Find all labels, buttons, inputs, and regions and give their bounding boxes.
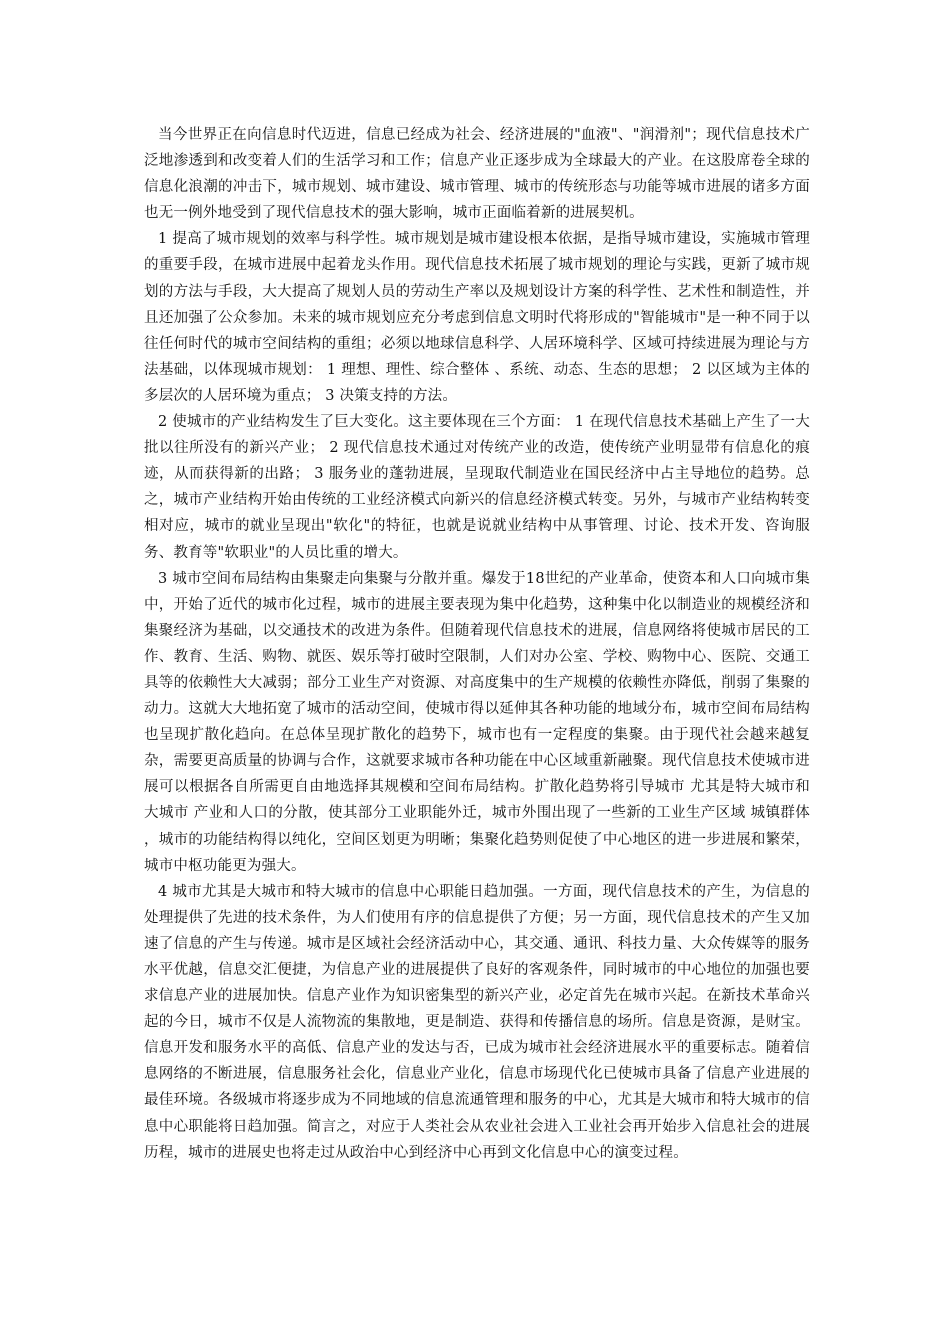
document-page xyxy=(144,122,810,1166)
paragraph-point-4-info-center: 4 城市尤其是大城市和特大城市的信息中心职能日趋加强。一方面，现代信息技术的产生，为信息的处理提供了先进的技术条件，为人们使用有序的信息提供了方便；另一方面，现代信息技术的产生又加速了信息的产生与传递。城市是区域社会经济活动中心，其交通、通讯、科技力量、大众传媒等的服务水平优越，信息交汇便捷，为信息产业的进展提供了良好的客观条件，同时城市的中心地位的加强也要求信息产业的进展加快。信息产业作为知识密集型的新兴产业，必定首先在城市兴起。在新技术革命兴起的今日，城市不仅是人流物流的集散地，更是制造、获得和传播信息的场所。信息是资源，是财宝。信息开发和服务水平的高低、信息产业的发达与否，已成为城市社会经济进展水平的重要标志。随着信息网络的不断进展，信息服务社会化，信息业产业化，信息市场现代化已使城市具备了信息产业进展的最佳环境。各级城市将逐步成为不同地域的信息流通管理和服务的中心，尤其是大城市和特大城市的信息中心职能将日趋加强。简言之，对应于人类社会从农业社会进入工业社会再开始步入信息社会的进展历程，城市的进展史也将走过从政治中心到经济中心再到文化信息中心的演变过程。 xyxy=(144,883,810,1161)
paragraph-point-1-planning: 1 提高了城市规划的效率与科学性。城市规划是城市建设根本依据，是指导城市建设，实施城市管理的重要手段，在城市进展中起着龙头作用。现代信息技术拓展了城市规划的理论与实践，更新了城市规划的方法与手段，大大提高了规划人员的劳动生产率以及规划设计方案的科学性、艺术性和制造性，并且还加强了公众参加。未来的城市规划应充分考虑到信息文明时代将形成的"智能城市"是一种不同于以往任何时代的城市空间结构的重组；必须以地球信息科学、人居环境科学、区域可持续进展为理论与方法基础，以体现城市规划： 1 理想、理性、综合整体 、系统、动态、生态的思想； 2 以区域为主体的多层次的人居环境为重点； 3 决策支持的方法。 xyxy=(144,231,810,404)
paragraph-intro: 当今世界正在向信息时代迈进，信息已经成为社会、经济进展的"血液"、"润滑剂"；现代信息技术广泛地渗透到和改变着人们的生活学习和工作；信息产业正逐步成为全球最大的产业。在这股席卷全球的信息化浪潮的冲击下，城市规划、城市建设、城市管理、城市的传统形态与功能等城市进展的诸多方面也无一例外地受到了现代信息技术的强大影响，城市正面临着新的进展契机。 xyxy=(144,127,810,222)
paragraph-point-3-spatial: 3 城市空间布局结构由集聚走向集聚与分散并重。爆发于18世纪的产业革命，使资本和人口向城市集中，开始了近代的城市化过程，城市的进展主要表现为集中化趋势，这种集中化以制造业的规模经济和集聚经济为基础，以交通技术的改进为条件。但随着现代信息技术的进展，信息网络将使城市居民的工作、教育、生活、购物、就医、娱乐等打破时空限制，人们对办公室、学校、购物中心、医院、交通工具等的依赖性大大减弱；部分工业生产对资源、对高度集中的生产规模的依赖性亦降低，削弱了集聚的动力。这就大大地拓宽了城市的活动空间，使城市得以延伸其各种功能的地域分布，城市空间布局结构也呈现扩散化趋向。在总体呈现扩散化的趋势下，城市也有一定程度的集聚。由于现代社会越来越复杂，需要更高质量的协调与合作，这就要求城市各种功能在中心区域重新融聚。现代信息技术使城市进展可以根据各自所需更自由地选择其规模和空间布局结构。扩散化趋势将引导城市 尤其是特大城市和大城市 产业和人口的分散，使其部分工业职能外迁，城市外围出现了一些新的工业生产区域 城镇群体 ，城市的功能结构得以纯化，空间区划更为明晰；集聚化趋势则促使了中心地区的进一步进展和繁荣，城市中枢功能更为强大。 xyxy=(144,570,810,874)
paragraph-point-2-industry: 2 使城市的产业结构发生了巨大变化。这主要体现在三个方面： 1 在现代信息技术基础上产生了一大批以往所没有的新兴产业； 2 现代信息技术通过对传统产业的改造，使传统产业明显带有信息化的痕迹，从而获得新的出路； 3 服务业的蓬勃进展，呈现取代制造业在国民经济中占主导地位的趋势。总之，城市产业结构开始由传统的工业经济模式向新兴的信息经济模式转变。另外，与城市产业结构转变相对应，城市的就业呈现出"软化"的特征，也就是说就业结构中从事管理、讨论、技术开发、咨询服务、教育等"软职业"的人员比重的增大。 xyxy=(144,414,810,561)
